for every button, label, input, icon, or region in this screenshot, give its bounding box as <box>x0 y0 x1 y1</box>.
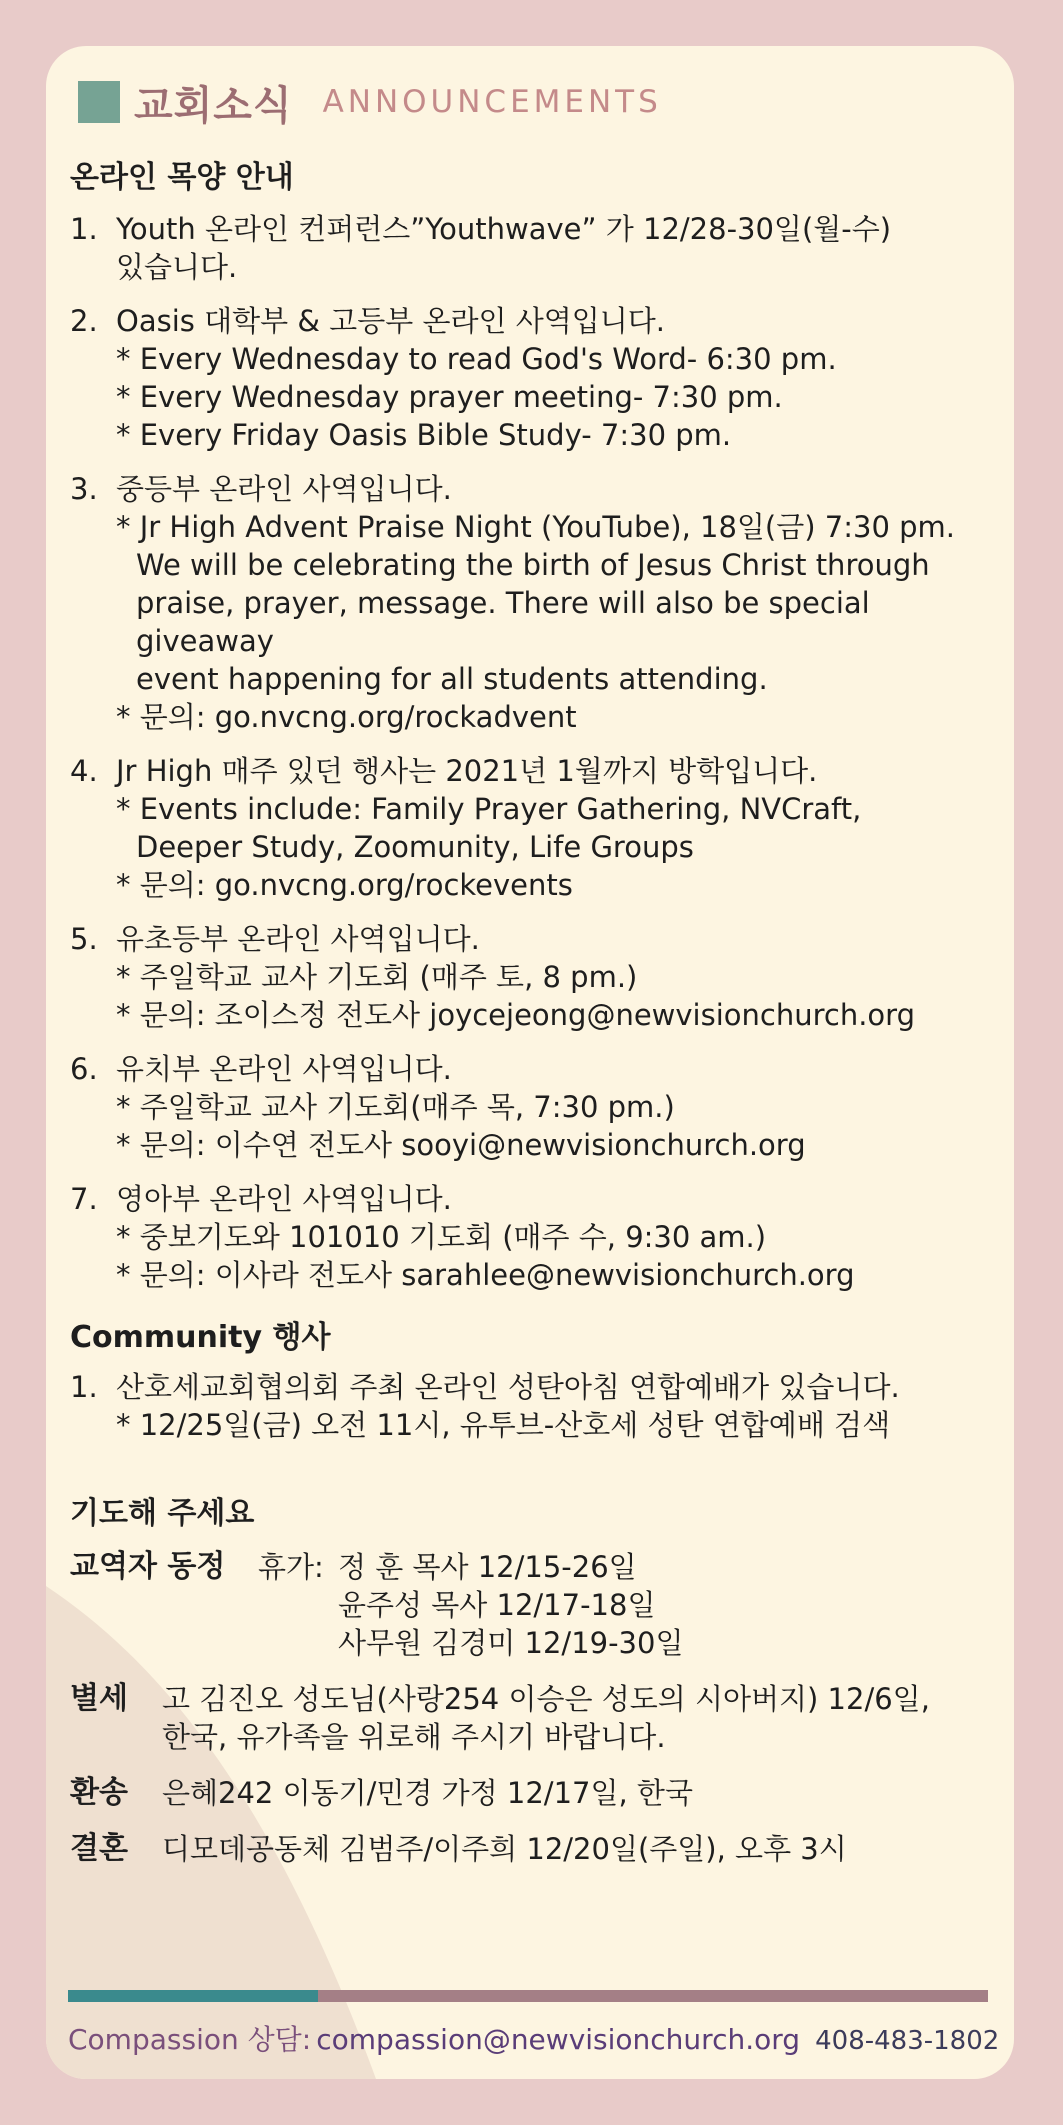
header-title-en: ANNOUNCEMENTS <box>322 84 662 120</box>
online-item-1 <box>70 210 1010 286</box>
item-line: 유치부 온라인 사역입니다. <box>116 1052 452 1086</box>
item-line: * 주일학교 교사 기도회 (매주 토, 8 pm.) <box>116 960 638 994</box>
staff-line: 정 훈 목사 12/15-26일 <box>338 1550 637 1584</box>
item-line: * Every Friday Oasis Bible Study- 7:30 pm. <box>116 418 732 452</box>
prayer-label: 결혼 <box>70 1831 128 1866</box>
community-heading: Community 행사 <box>70 1320 331 1355</box>
item-line: 중등부 온라인 사역입니다. <box>116 472 452 506</box>
item-number: 6. <box>70 1052 98 1086</box>
item-line: 산호세교회협의회 주최 온라인 성탄아침 연합예배가 있습니다. <box>116 1370 900 1404</box>
item-line: * 문의: 이사라 전도사 sarahlee@newvisionchurch.org <box>116 1258 855 1292</box>
item-number: 1. <box>70 1370 98 1404</box>
footer-bar-mauve <box>318 1990 988 2002</box>
announcement-content <box>70 158 1010 1868</box>
online-item-7 <box>70 1180 1010 1294</box>
prayer-passing <box>70 1680 1010 1756</box>
item-line: 있습니다. <box>116 250 238 284</box>
prayer-wedding <box>70 1830 1010 1868</box>
farewell-text: 은혜242 이동기/민경 가정 12/17일, 한국 <box>162 1776 693 1810</box>
online-item-2 <box>70 302 1010 454</box>
announcement-card <box>46 46 1014 2079</box>
item-line: * 문의: go.nvcng.org/rockadvent <box>116 700 577 734</box>
item-line: Youth 온라인 컨퍼런스”Youthwave” 가 12/28-30일(월-수) <box>116 212 892 246</box>
item-line: Deeper Study, Zoomunity, Life Groups <box>136 830 694 864</box>
online-item-3 <box>70 470 1010 736</box>
item-line: * 중보기도와 101010 기도회 (매주 수, 9:30 am.) <box>116 1220 767 1254</box>
prayer-label: 교역자 동정 <box>70 1549 226 1584</box>
online-item-5 <box>70 920 1010 1034</box>
prayer-heading: 기도해 주세요 <box>70 1496 255 1531</box>
staff-line: 윤주성 목사 12/17-18일 <box>338 1588 656 1622</box>
footer-label: Compassion 상담: <box>68 2023 312 2056</box>
item-number: 5. <box>70 922 98 956</box>
prayer-label: 별세 <box>70 1681 128 1716</box>
header-square-icon <box>78 81 120 123</box>
footer <box>68 2018 999 2058</box>
item-line: * Every Wednesday prayer meeting- 7:30 pm. <box>116 380 783 414</box>
item-line: event happening for all students attending. <box>136 662 768 696</box>
community-item-1 <box>70 1368 1010 1444</box>
item-line: * 문의: go.nvcng.org/rockevents <box>116 868 573 902</box>
item-line: Jr High 매주 있던 행사는 2021년 1월까지 방학입니다. <box>116 754 818 788</box>
item-number: 1. <box>70 212 98 246</box>
online-item-6 <box>70 1050 1010 1164</box>
item-line: We will be celebrating the birth of Jesus Christ through <box>136 548 930 582</box>
item-line: * Every Wednesday to read God's Word- 6:30 pm. <box>116 342 837 376</box>
item-number: 2. <box>70 304 98 338</box>
footer-phone[interactable]: 408-483-1802 <box>815 2026 1000 2056</box>
passing-line: 고 김진오 성도님(사랑254 이승은 성도의 시아버지) 12/6일, <box>162 1682 930 1716</box>
item-line: * 문의: 조이스정 전도사 joycejeong@newvisionchurch.org <box>116 998 915 1032</box>
item-line: * 주일학교 교사 기도회(매주 목, 7:30 pm.) <box>116 1090 675 1124</box>
item-line: * Jr High Advent Praise Night (YouTube), 18일(금) 7:30 pm. <box>116 510 955 544</box>
footer-bar-teal <box>68 1990 318 2002</box>
item-line: 유초등부 온라인 사역입니다. <box>116 922 480 956</box>
staff-line: 사무원 김경미 12/19-30일 <box>338 1626 684 1660</box>
footer-email[interactable]: compassion@newvisionchurch.org <box>316 2023 801 2056</box>
staff-prefix: 휴가: <box>258 1550 324 1584</box>
item-number: 3. <box>70 472 98 506</box>
item-line: 영아부 온라인 사역입니다. <box>116 1182 452 1216</box>
item-line: * Events include: Family Prayer Gathering, NVCraft, <box>116 792 862 826</box>
item-line: praise, prayer, message. There will also be special giveaway <box>136 586 870 658</box>
prayer-staff <box>70 1548 1010 1662</box>
item-line: Oasis 대학부 & 고등부 온라인 사역입니다. <box>116 304 665 338</box>
header-title-ko: 교회소식 <box>134 82 293 129</box>
prayer-farewell <box>70 1774 1010 1812</box>
page-header <box>78 72 662 132</box>
item-line: * 문의: 이수연 전도사 sooyi@newvisionchurch.org <box>116 1128 806 1162</box>
item-number: 4. <box>70 754 98 788</box>
item-line: * 12/25일(금) 오전 11시, 유투브-산호세 성탄 연합예배 검색 <box>116 1408 891 1442</box>
prayer-label: 환송 <box>70 1775 128 1810</box>
online-item-4 <box>70 752 1010 904</box>
passing-line: 한국, 유가족을 위로해 주시기 바랍니다. <box>162 1720 666 1754</box>
item-number: 7. <box>70 1182 98 1216</box>
online-heading: 온라인 목양 안내 <box>70 160 294 195</box>
wedding-text: 디모데공동체 김범주/이주희 12/20일(주일), 오후 3시 <box>162 1832 847 1866</box>
